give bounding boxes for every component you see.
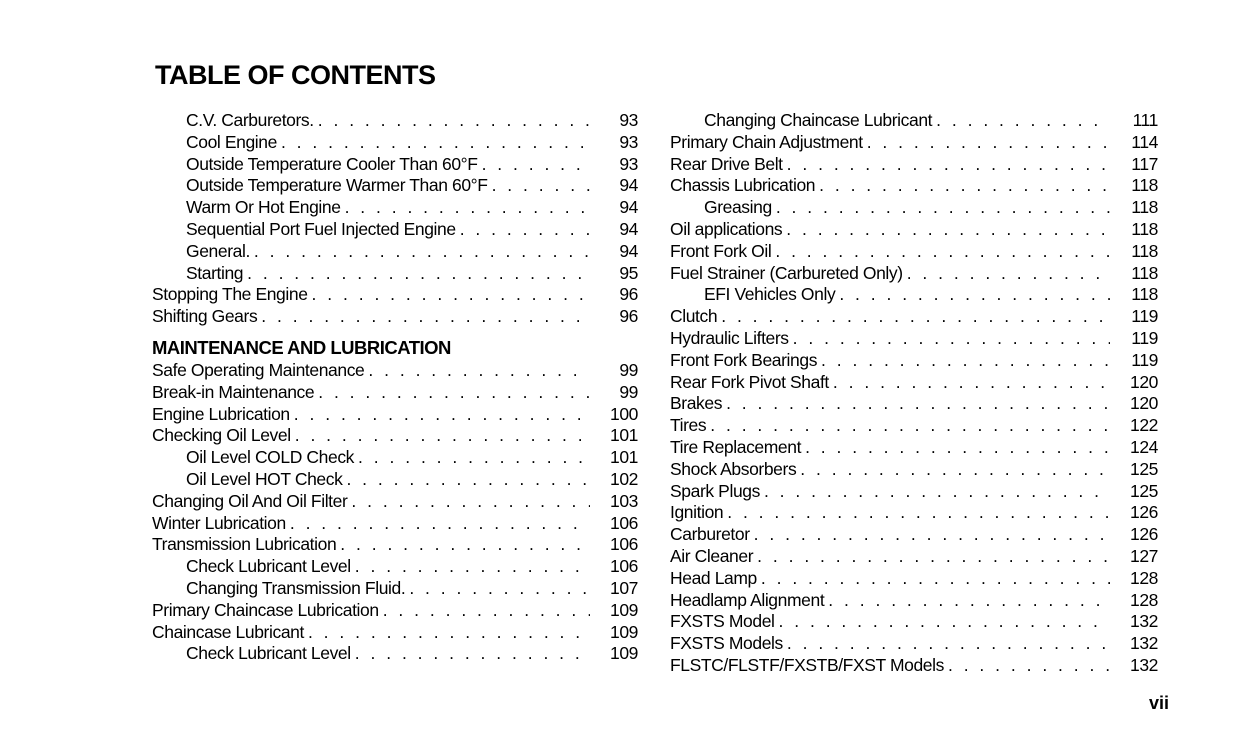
toc-entry-page-number: 94 (619, 218, 638, 239)
toc-entry[interactable] (670, 546, 1158, 568)
toc-entry-page-number: 118 (1131, 197, 1158, 218)
toc-entry-label: Head Lamp (670, 567, 757, 588)
toc-entry[interactable] (152, 132, 638, 154)
toc-entry-label: Changing Transmission Fluid. (186, 577, 406, 598)
toc-entry[interactable] (152, 513, 638, 535)
toc-entry-page-number: 119 (1131, 349, 1158, 370)
dot-leader (821, 350, 1110, 372)
toc-entry[interactable] (152, 578, 638, 600)
toc-entry-page-number: 120 (1130, 393, 1158, 414)
toc-entry-label: Warm Or Hot Engine (186, 197, 341, 218)
dot-leader (833, 372, 1110, 394)
toc-entry-page-number: 128 (1130, 567, 1158, 588)
toc-entry-page-number: 119 (1131, 327, 1158, 348)
toc-entry[interactable] (670, 110, 1158, 132)
toc-entry-label: Rear Drive Belt (670, 153, 783, 174)
toc-entry-label: FXSTS Models (670, 633, 783, 654)
dot-leader (318, 382, 590, 404)
toc-entry-label: Carburetor (670, 524, 750, 545)
dot-leader (346, 469, 590, 491)
toc-entry-page-number: 96 (619, 284, 638, 305)
toc-entry[interactable] (670, 263, 1158, 285)
toc-entry[interactable] (670, 590, 1158, 612)
toc-entry[interactable] (152, 382, 638, 404)
toc-entry-label: FXSTS Model (670, 611, 775, 632)
toc-entry-label: Chassis Lubrication (670, 175, 816, 196)
toc-entry-page-number: 120 (1130, 371, 1158, 392)
toc-entry-label: Front Fork Bearings (670, 349, 818, 370)
toc-entry-page-number: 99 (619, 381, 638, 402)
dot-leader (787, 633, 1110, 655)
toc-right-entries (670, 110, 1158, 677)
toc-entry-label: Air Cleaner (670, 545, 754, 566)
toc-entry-page-number: 118 (1131, 218, 1158, 239)
toc-entry-page-number: 119 (1131, 306, 1158, 327)
toc-entry[interactable] (152, 447, 638, 469)
toc-entry[interactable] (670, 241, 1158, 263)
dot-leader (294, 404, 590, 426)
dot-leader (383, 600, 590, 622)
toc-entry[interactable] (670, 154, 1158, 176)
toc-entry[interactable] (670, 415, 1158, 437)
toc-entry[interactable] (152, 425, 638, 447)
toc-entry-page-number: 93 (619, 153, 638, 174)
toc-entry[interactable] (670, 306, 1158, 328)
toc-entry[interactable] (670, 568, 1158, 590)
toc-entry-page-number: 107 (610, 577, 638, 598)
toc-entry-label: Brakes (670, 393, 723, 414)
dot-leader (948, 655, 1110, 677)
toc-entry-label: Starting (186, 262, 244, 283)
toc-entry-page-number: 94 (619, 175, 638, 196)
toc-entry-page-number: 96 (619, 306, 638, 327)
toc-entry[interactable] (670, 350, 1158, 372)
toc-entry-page-number: 100 (610, 403, 638, 424)
dot-leader (351, 491, 590, 513)
toc-entry-page-number: 127 (1130, 545, 1158, 566)
toc-entry[interactable] (152, 534, 638, 556)
dot-leader (839, 284, 1110, 306)
toc-entry-label: Tire Replacement (670, 436, 802, 457)
toc-entry[interactable] (152, 241, 638, 263)
toc-entry-label: Hydraulic Lifters (670, 327, 789, 348)
page-number-folio: vii (1148, 693, 1169, 713)
toc-entry[interactable] (670, 328, 1158, 350)
toc-entry-page-number: 132 (1130, 654, 1158, 675)
toc-entry-label: Outside Temperature Cooler Than 60°F (186, 153, 478, 174)
dot-leader (460, 219, 590, 241)
toc-entry-page-number: 109 (610, 621, 638, 642)
toc-entry-page-number: 95 (619, 262, 638, 283)
toc-entry[interactable] (152, 491, 638, 513)
dot-leader (318, 110, 590, 132)
toc-left-entries-b (152, 360, 638, 665)
dot-leader (340, 534, 590, 556)
toc-entry[interactable] (152, 263, 638, 285)
toc-entry-page-number: 94 (619, 197, 638, 218)
toc-entry-page-number: 94 (619, 240, 638, 261)
toc-entry-page-number: 99 (619, 359, 638, 380)
toc-entry[interactable] (670, 372, 1158, 394)
dot-leader (776, 197, 1110, 219)
dot-leader (727, 502, 1110, 524)
toc-entry-page-number: 93 (619, 131, 638, 152)
toc-entry-label: Rear Fork Pivot Shaft (670, 371, 829, 392)
toc-entry-label: Oil Level COLD Check (186, 447, 355, 468)
toc-entry[interactable] (670, 437, 1158, 459)
toc-entry-label: Spark Plugs (670, 480, 760, 501)
toc-entry-label: Ignition (670, 502, 724, 523)
dot-leader (787, 154, 1110, 176)
toc-entry[interactable] (670, 655, 1158, 677)
toc-entry[interactable] (152, 556, 638, 578)
toc-entry-page-number: 122 (1130, 415, 1158, 436)
dot-leader (312, 284, 590, 306)
toc-entry-label: EFI Vehicles Only (704, 284, 836, 305)
toc-entry-page-number: 125 (1130, 480, 1158, 501)
toc-entry[interactable] (152, 154, 638, 176)
toc-entry-page-number: 109 (610, 599, 638, 620)
toc-entry-label: Winter Lubrication (152, 512, 286, 533)
dot-leader (290, 513, 590, 535)
toc-entry[interactable] (670, 633, 1158, 655)
toc-entry-label: Changing Chaincase Lubricant (704, 110, 933, 130)
toc-entry-page-number: 118 (1131, 284, 1158, 305)
toc-left-column (152, 110, 638, 665)
dot-leader (355, 643, 590, 665)
dot-leader (355, 556, 590, 578)
toc-entry-label: Safe Operating Maintenance (152, 359, 365, 380)
dot-leader (793, 328, 1110, 350)
toc-entry-label: Cool Engine (186, 131, 277, 152)
toc-entry[interactable] (152, 175, 638, 197)
toc-entry-label: Check Lubricant Level (186, 556, 351, 577)
toc-entry-label: Oil applications (670, 218, 783, 239)
toc-entry-label: General. (186, 240, 250, 261)
toc-entry-page-number: 101 (610, 425, 638, 446)
toc-entry-page-number: 106 (610, 512, 638, 533)
toc-entry[interactable] (152, 469, 638, 491)
toc-entry[interactable] (152, 643, 638, 665)
toc-entry[interactable] (152, 622, 638, 644)
toc-entry-label: Checking Oil Level (152, 425, 291, 446)
dot-leader (936, 110, 1110, 132)
dot-leader (775, 241, 1110, 263)
toc-entry-label: Stopping The Engine (152, 284, 308, 305)
dot-leader (295, 425, 590, 447)
toc-entry[interactable] (152, 197, 638, 219)
dot-leader (492, 175, 590, 197)
toc-entry-label: Shock Absorbers (670, 458, 797, 479)
toc-entry-page-number: 114 (1131, 131, 1158, 152)
toc-entry-label: Tires (670, 415, 707, 436)
dot-leader (281, 132, 590, 154)
toc-entry-label: Outside Temperature Warmer Than 60°F (186, 175, 488, 196)
dot-leader (409, 578, 590, 600)
toc-entry[interactable] (670, 393, 1158, 415)
toc-entry-page-number: 111 (1132, 110, 1158, 130)
toc-entry[interactable] (152, 219, 638, 241)
toc-entry-page-number: 103 (610, 490, 638, 511)
toc-entry[interactable] (670, 481, 1158, 503)
toc-left-entries-a (152, 110, 638, 328)
toc-entry-label: Sequential Port Fuel Injected Engine (186, 218, 456, 239)
toc-entry-label: Headlamp Alignment (670, 589, 825, 610)
dot-leader (819, 175, 1110, 197)
toc-entry-label: Front Fork Oil (670, 240, 772, 261)
toc-entry-page-number: 126 (1130, 524, 1158, 545)
toc-entry[interactable] (152, 306, 638, 328)
toc-entry-page-number: 128 (1130, 589, 1158, 610)
toc-entry[interactable] (670, 197, 1158, 219)
dot-leader (786, 219, 1110, 241)
toc-entry-label: FLSTC/FLSTF/FXSTB/FXST Models (670, 654, 944, 675)
section-heading: MAINTENANCE AND LUBRICATION (152, 336, 451, 358)
toc-entry-page-number: 117 (1131, 153, 1158, 174)
toc-entry[interactable] (670, 459, 1158, 481)
dot-leader (345, 197, 590, 219)
dot-leader (261, 306, 590, 328)
toc-entry-label: Oil Level HOT Check (186, 468, 343, 489)
dot-leader (867, 132, 1110, 154)
toc-entry-page-number: 124 (1130, 436, 1158, 457)
toc-entry-label: Transmission Lubrication (152, 534, 337, 555)
toc-entry-label: Shifting Gears (152, 306, 258, 327)
toc-entry-label: Primary Chain Adjustment (670, 131, 863, 152)
dot-leader (800, 459, 1110, 481)
toc-entry[interactable] (670, 502, 1158, 524)
toc-entry[interactable] (670, 284, 1158, 306)
toc-entry-page-number: 101 (610, 447, 638, 468)
dot-leader (368, 360, 590, 382)
toc-entry-label: Clutch (670, 306, 718, 327)
toc-entry-label: Fuel Strainer (Carbureted Only) (670, 262, 903, 283)
toc-entry-page-number: 109 (610, 643, 638, 664)
page-title: TABLE OF CONTENTS (155, 60, 436, 90)
toc-entry-label: Primary Chaincase Lubrication (152, 599, 379, 620)
toc-entry-label: Check Lubricant Level (186, 643, 351, 664)
toc-entry-label: Break-in Maintenance (152, 381, 315, 402)
toc-entry-page-number: 125 (1130, 458, 1158, 479)
dot-leader (726, 393, 1110, 415)
dot-leader (254, 241, 590, 263)
dot-leader (779, 611, 1110, 633)
toc-entry-label: Changing Oil And Oil Filter (152, 490, 348, 511)
toc-entry-label: Chaincase Lubricant (152, 621, 304, 642)
toc-entry-page-number: 93 (619, 110, 638, 130)
toc-entry-page-number: 132 (1130, 611, 1158, 632)
toc-entry[interactable] (152, 360, 638, 382)
toc-entry-page-number: 106 (610, 534, 638, 555)
dot-leader (710, 415, 1110, 437)
dot-leader (308, 622, 590, 644)
toc-entry-page-number: 118 (1131, 240, 1158, 261)
toc-entry-page-number: 106 (610, 556, 638, 577)
toc-entry-page-number: 132 (1130, 633, 1158, 654)
toc-entry[interactable] (152, 284, 638, 306)
toc-entry[interactable] (670, 175, 1158, 197)
dot-leader (757, 546, 1110, 568)
dot-leader (754, 524, 1110, 546)
toc-entry-page-number: 126 (1130, 502, 1158, 523)
toc-entry-label: Engine Lubrication (152, 403, 290, 424)
dot-leader (828, 590, 1110, 612)
toc-entry-page-number: 118 (1131, 262, 1158, 283)
toc-entry-label: C.V. Carburetors. (186, 110, 314, 130)
toc-entry[interactable] (670, 132, 1158, 154)
toc-right-column (670, 110, 1158, 677)
toc-entry[interactable] (670, 524, 1158, 546)
toc-entry[interactable] (670, 219, 1158, 241)
toc-entry[interactable] (152, 110, 638, 132)
toc-entry[interactable] (152, 600, 638, 622)
dot-leader (247, 263, 590, 285)
toc-entry-label: Greasing (704, 197, 772, 218)
dot-leader (805, 437, 1110, 459)
dot-leader (721, 306, 1110, 328)
dot-leader (764, 481, 1110, 503)
dot-leader (482, 154, 590, 176)
toc-entry-page-number: 102 (610, 468, 638, 489)
dot-leader (358, 447, 590, 469)
toc-entry[interactable] (152, 404, 638, 426)
toc-entry[interactable] (670, 611, 1158, 633)
dot-leader (907, 263, 1110, 285)
toc-entry-page-number: 118 (1131, 175, 1158, 196)
dot-leader (761, 568, 1110, 590)
